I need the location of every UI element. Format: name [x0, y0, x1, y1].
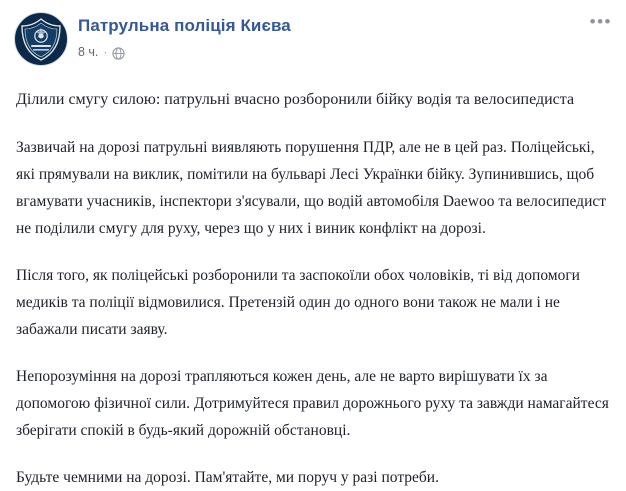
post-header-text: [78, 12, 291, 59]
post-timestamp[interactable]: 8 ч.: [78, 45, 99, 59]
post-paragraph-title: Ділили смугу силою: патрульні вчасно розборонили бійку водія та велосипедиста: [16, 91, 575, 108]
post-options-button[interactable]: •••: [589, 12, 612, 31]
avatar[interactable]: [14, 12, 68, 66]
meta-separator: ·: [103, 45, 108, 59]
police-badge-icon: [18, 16, 64, 62]
post-paragraph-4: Будьте чемними на дорозі. Пам'ятайте, ми поруч у разі потреби.: [16, 469, 439, 486]
post-paragraph-1: Зазвичай на дорозі патрульні виявляють порушення ПДР, але не в цей раз. Поліцейські, які прямували на виклик, помітили на бульварі Лесі Українки бійку. Зупинившись, щоб вгамувати учасників, інспектори з'ясували, що водій автомобіля Daewoo та велосипедист не поділили смугу для руху, через що у них і виник конфлікт на дорозі.: [16, 139, 607, 237]
post-meta: [78, 45, 291, 59]
post-body: [0, 66, 626, 491]
post-header: [0, 0, 626, 66]
page-name-link[interactable]: Патрульна поліція Києва: [78, 16, 291, 35]
post-paragraph-2: Після того, як поліцейські розборонили та заспокоїли обох чоловіків, ті від допомоги медиків та поліції відмовилися. Претензій один до одного вони також не мали і не забажали писати заяву.: [16, 267, 580, 338]
globe-icon[interactable]: [112, 47, 125, 60]
post-paragraph-3: Непорозуміння на дорозі трапляються кожен день, але не варто вирішувати їх за допомогою фізичної сили. Дотримуйтеся правил дорожнього руху та завжди намагайтеся зберігати спокій в будь-який дорожній обстановці.: [16, 368, 609, 439]
